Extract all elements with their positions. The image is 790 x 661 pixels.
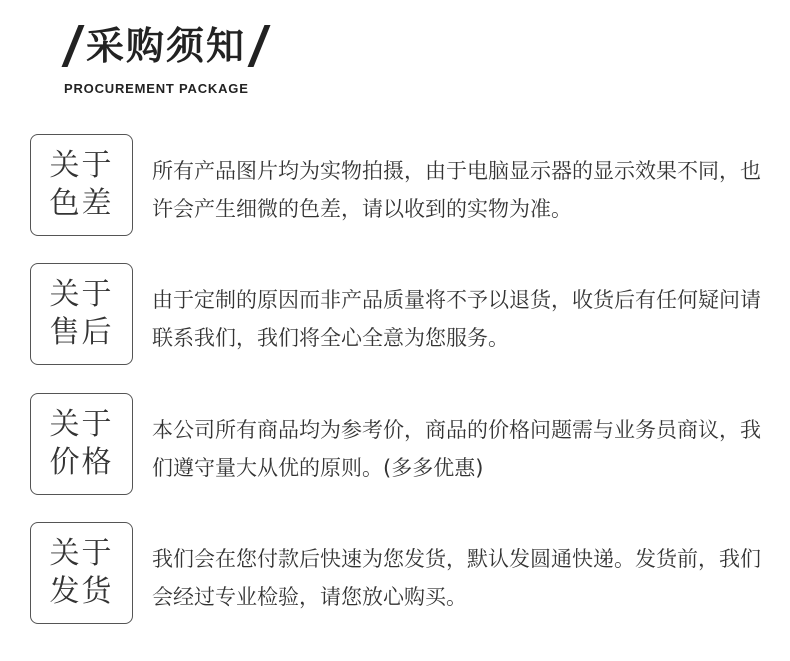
notice-price bbox=[30, 393, 770, 497]
notice-label-line2: 发货 bbox=[49, 574, 114, 609]
page-title: 采购须知 bbox=[86, 24, 247, 68]
notice-after-sales bbox=[30, 263, 770, 367]
notice-label-line2: 售后 bbox=[49, 315, 114, 350]
notice-label-line1: 关于 bbox=[49, 536, 114, 571]
page-subtitle: PROCUREMENT PACKAGE bbox=[64, 81, 249, 96]
notice-label-line2: 色差 bbox=[49, 186, 114, 221]
notice-text: 由于定制的原因而非产品质量将不予以退货，收货后有任何疑问请联系我们，我们将全心全意为您服务。 bbox=[152, 288, 761, 350]
left-slash-decoration bbox=[62, 25, 85, 67]
notice-label-line1: 关于 bbox=[49, 148, 114, 183]
notice-label-line1: 关于 bbox=[49, 407, 114, 442]
notice-text: 所有产品图片均为实物拍摄，由于电脑显示器的显示效果不同，也许会产生细微的色差，请以收到的实物为准。 bbox=[152, 159, 761, 221]
right-slash-decoration bbox=[248, 25, 271, 67]
notice-label-box bbox=[30, 263, 133, 365]
notice-label-box bbox=[30, 393, 133, 495]
notice-shipping bbox=[30, 522, 770, 626]
notice-text: 我们会在您付款后快速为您发货，默认发圆通快递。发货前，我们会经过专业检验，请您放心购买。 bbox=[152, 547, 761, 609]
page-header bbox=[60, 18, 272, 74]
notice-label-line1: 关于 bbox=[49, 277, 114, 312]
notice-label-line2: 价格 bbox=[49, 445, 114, 480]
notice-color-difference bbox=[30, 134, 770, 238]
notice-label-box bbox=[30, 522, 133, 624]
notice-text: 本公司所有商品均为参考价，商品的价格问题需与业务员商议，我们遵守量大从优的原则。(多多优惠) bbox=[152, 418, 761, 480]
notice-label-box bbox=[30, 134, 133, 236]
title-row bbox=[60, 18, 272, 74]
